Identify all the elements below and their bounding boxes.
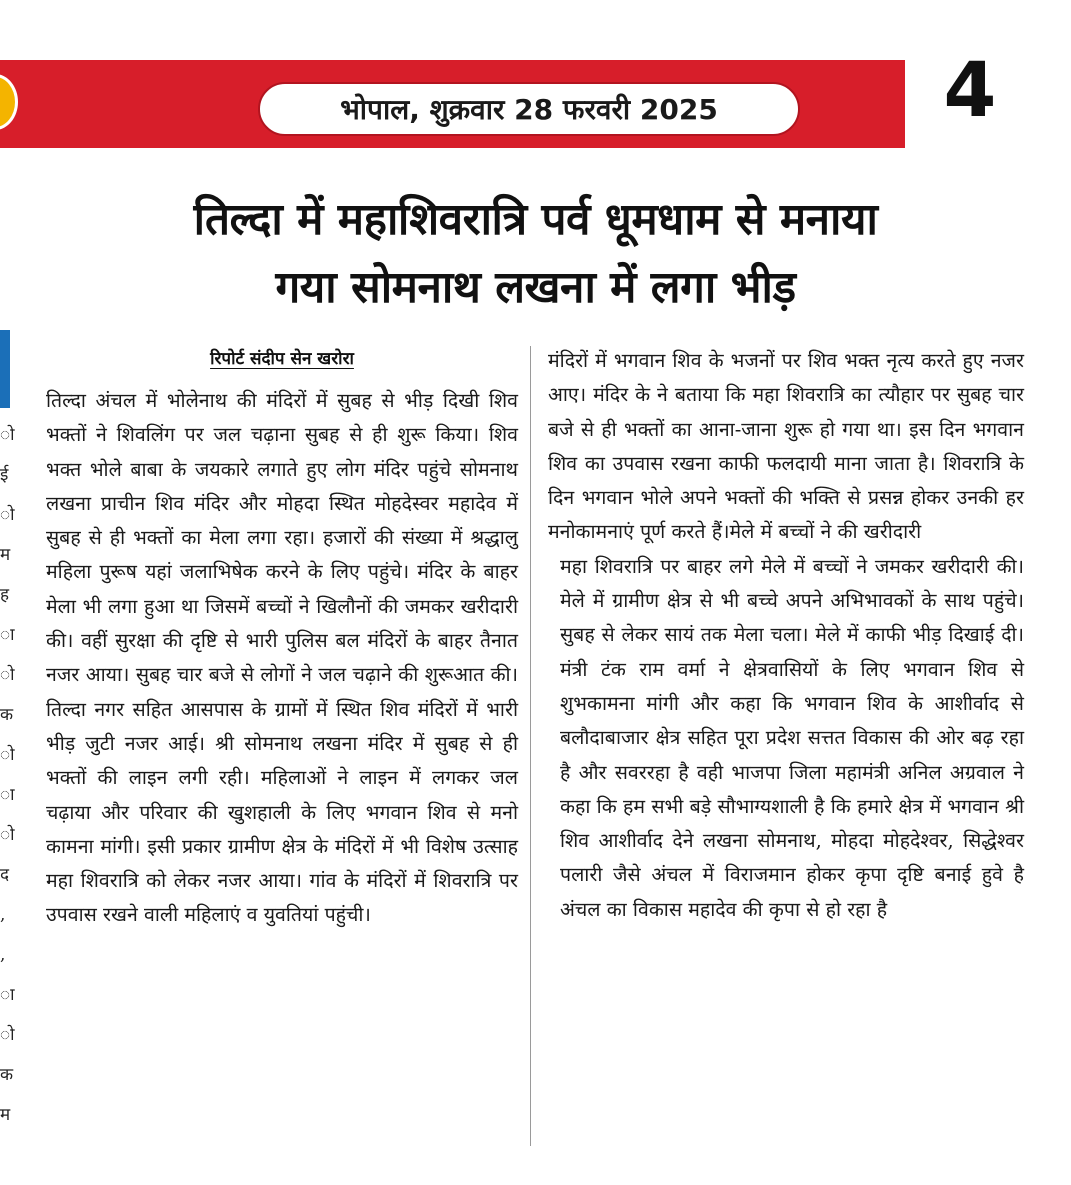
edge-fragment-char: ो xyxy=(0,1025,15,1045)
article-paragraph: महा शिवरात्रि पर बाहर लगे मेले में बच्चों ने जमकर खरीदारी की। मेले में ग्रामीण क्षेत्र से भी बच्चे अपने अभिभावकों के साथ पहुंचे। सुबह से लेकर सायं तक मेला चला। मेले में काफी भीड़ दिखाई दी। मंत्री टंक राम वर्मा ने क्षेत्रवासियों के लिए भगवान शिव से शुभकामना मांगी और कहा कि भगवान शिव के आशीर्वाद से बलौदाबाजार क्षेत्र सहित पूरा प्रदेश सत्तत विकास की ओर बढ़ रहा है और सवररहा है वही भाजपा जिला महामंत्री अनिल अग्रवाल ने कहा कि हम सभी बड़े सौभाग्यशाली है कि हमारे क्षेत्र में भगवान श्री शिव आशीर्वाद देने लखना सोमनाथ, मोहदा मोहदेश्वर, सिद्धेश्वर पलारी जैसे अंचल में विराजमान होकर कृपा दृष्टि बनाई हुवे है अंचल का विकास महादेव की कृपा से हो रहा है xyxy=(560,554,1024,921)
edge-fragment-char: ो xyxy=(0,665,15,685)
edge-fragment-char: , xyxy=(0,945,6,965)
page-number: 4 xyxy=(943,45,997,134)
edge-fragment-char: ा xyxy=(0,625,15,645)
byline: रिपोर्ट संदीप सेन खरोरा xyxy=(210,349,354,369)
edge-fragment-char: ो xyxy=(0,745,15,765)
article-headline xyxy=(40,186,1031,322)
edge-fragment-char: क xyxy=(0,705,14,725)
edge-fragment-char: , xyxy=(0,905,6,925)
column-divider xyxy=(530,346,531,1146)
edge-fragment-char: म xyxy=(0,1105,11,1125)
article-column-left xyxy=(46,384,518,933)
edge-fragment-char: ो xyxy=(0,825,15,845)
edge-fragment-char: ो xyxy=(0,425,15,445)
edge-fragment-char: द xyxy=(0,865,10,885)
headline-line-1: तिल्दा में महाशिवरात्रि पर्व धूमधाम से मनाया xyxy=(193,194,878,245)
edge-fragment-char: ा xyxy=(0,985,15,1005)
adjacent-column-marker xyxy=(0,330,10,408)
edge-fragment-char: क xyxy=(0,1065,14,1085)
adjacent-column-fragments xyxy=(0,415,15,1135)
edge-fragment-char: म xyxy=(0,545,11,565)
paragraph-text: मंदिरों में भगवान शिव के भजनों पर शिव भक्त नृत्य करते हुए नजर आए। मंदिर के ने बताया कि महा शिवरात्रि का त्यौहार पर सुबह चार बजे से ही भक्तों का आना-जाना शुरू हो गया था। इस दिन भगवान शिव का उपवास रखना काफी फलदायी माना जाता है। शिवरात्रि के दिन भगवान भोले अपने भक्तों की भक्ति से प्रसन्न होकर उनकी हर मनोकामनाएं पूर्ण करते हैं। xyxy=(548,349,1024,544)
edge-fragment-char: ो xyxy=(0,505,15,525)
article-paragraph xyxy=(548,344,1024,550)
edge-fragment-char: ई xyxy=(0,465,9,485)
edge-fragment-char: ह xyxy=(0,585,10,605)
subheading: मेले में बच्चों ने की खरीदारी xyxy=(729,520,922,544)
headline-line-2: गया सोमनाथ लखना में लगा भीड़ xyxy=(275,262,796,313)
article-column-right xyxy=(548,344,1024,927)
date-line: भोपाल, शुक्रवार 28 फरवरी 2025 xyxy=(258,82,800,136)
article-paragraph: तिल्दा अंचल में भोलेनाथ की मंदिरों में सुबह से भीड़ दिखी शिव भक्तों ने शिवलिंग पर जल चढ़ाना सुबह से ही शुरू किया। शिव भक्त भोले बाबा के जयकारे लगाते हुए लोग मंदिर पहुंचे सोमनाथ लखना प्राचीन शिव मंदिर और मोहदा स्थित मोहदेस्वर महादेव में सुबह से ही भक्तों का मेला लगा रहा। हजारों की संख्या में श्रद्धालु महिला पुरूष यहां जलाभिषेक करने के लिए पहुंचे। मंदिर के बाहर मेला भी लगा हुआ था जिसमें बच्चों ने खिलौनों की जमकर खरीदारी की। वहीं सुरक्षा की दृष्टि से भारी पुलिस बल मंदिरों के बाहर तैनात नजर आया। सुबह चार बजे से लोगों ने जल चढ़ाने की शुरूआत की। तिल्दा नगर सहित आसपास के ग्रामों में स्थित शिव मंदिरों में भारी भीड़ जुटी नजर आई। श्री सोमनाथ लखना मंदिर में सुबह से ही भक्तों की लाइन लगी रही। महिलाओं ने लाइन में लगकर जल चढ़ाया और परिवार की खुशहाली के लिए भगवान शिव से मनो कामना मांगी। इसी प्रकार ग्रामीण क्षेत्र के मंदिरों में भी विशेष उत्साह महा शिवरात्रि को लेकर नजर आया। गांव के मंदिरों में शिवरात्रि पर उपवास रखने वाली महिलाएं व युवतियां पहुंची। xyxy=(46,389,518,927)
edge-fragment-char: ा xyxy=(0,785,15,805)
